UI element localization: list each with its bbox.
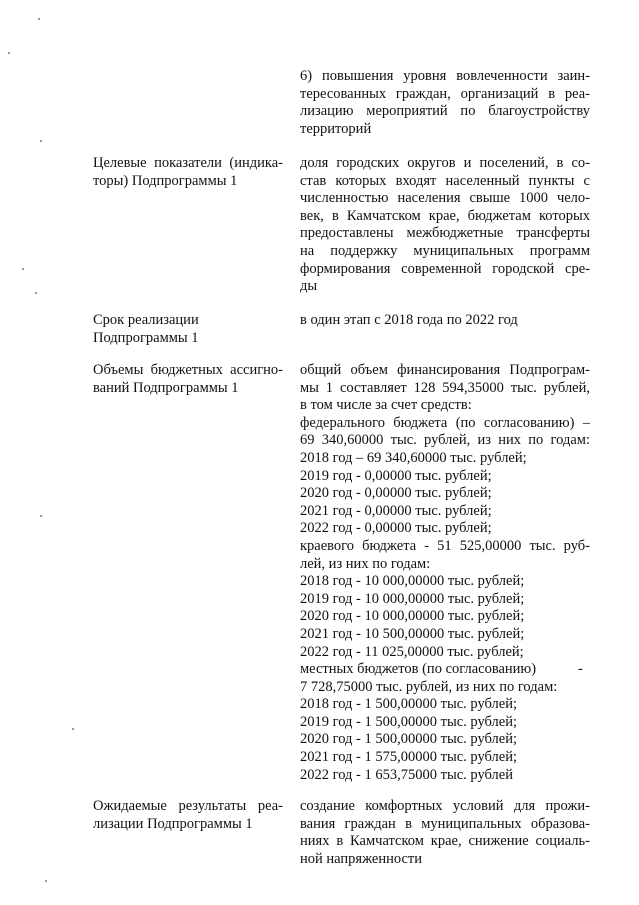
scan-speck [22, 268, 24, 270]
scan-speck [40, 140, 42, 142]
text-line: ниях в Камчатском крае, снижение социаль- [300, 833, 590, 850]
text-line: лей, из них по годам: [300, 555, 431, 572]
trailing-dash: - [578, 661, 583, 678]
scan-speck [8, 52, 10, 54]
results-label [93, 798, 283, 833]
text-line: территорий [300, 120, 372, 137]
intro-text [300, 68, 590, 138]
label-line: Целевые показатели (индика- [93, 155, 283, 171]
text-line: 2022 год - 1 653,75000 тыс. рублей [300, 766, 513, 783]
scan-speck [45, 880, 47, 882]
budget-value [300, 362, 590, 784]
indicators-value [300, 155, 590, 296]
text-line: 2021 год - 10 500,00000 тыс. рублей; [300, 625, 525, 642]
text-line: 2022 год - 0,00000 тыс. рублей; [300, 520, 492, 537]
text-line: 2018 год – 69 340,60000 тыс. рублей; [300, 449, 527, 466]
scan-speck [35, 292, 37, 294]
text-line: 6) повышения уровня вовлеченности заин- [300, 68, 590, 84]
text-line: мы 1 составляет 128 594,35000 тыс. рублей, [300, 379, 590, 396]
text-line: численностью населения свыше 1000 чело- [300, 190, 590, 207]
text-line: 2020 год - 10 000,00000 тыс. рублей; [300, 608, 525, 625]
text-line: 2019 год - 1 500,00000 тыс. рублей; [300, 713, 517, 730]
text-line: формирования современной городской сре- [300, 260, 590, 277]
scan-speck [40, 515, 42, 517]
label-line: Ожидаемые результаты реа- [93, 798, 283, 814]
text-line: общий объем финансирования Подпрограм- [300, 362, 590, 378]
scan-speck [38, 18, 40, 20]
label-line: торы) Подпрограммы 1 [93, 172, 238, 189]
period-label [93, 312, 283, 347]
text-line: 2022 год - 11 025,00000 тыс. рублей; [300, 643, 524, 660]
local-budget-text: местных бюджетов (по согласованию) [300, 661, 537, 678]
text-line: 2018 год - 10 000,00000 тыс. рублей; [300, 573, 525, 590]
text-line: в один этап с 2018 года по 2022 год [300, 312, 518, 328]
text-line: 2020 год - 0,00000 тыс. рублей; [300, 485, 492, 502]
budget-label [93, 362, 283, 397]
text-line: тересованных граждан, организаций в реа- [300, 85, 590, 102]
text-line: век, в Камчатском крае, бюджетам которых [300, 207, 590, 224]
label-line: ваний Подпрограммы 1 [93, 379, 239, 396]
label-line: Объемы бюджетных ассигно- [93, 362, 283, 378]
text-line [300, 661, 590, 679]
text-line: в том числе за счет средств: [300, 397, 472, 414]
text-line: ной напряженности [300, 850, 423, 867]
text-line: 69 340,60000 тыс. рублей, из них по годам: [300, 432, 590, 449]
text-line: на поддержку муниципальных программ [300, 242, 590, 259]
text-line: ды [300, 278, 318, 295]
text-line: доля городских округов и поселений, в со- [300, 155, 590, 171]
text-line: став которых входят населенный пункты с [300, 172, 590, 189]
period-value [300, 312, 590, 330]
text-line: 2018 год - 1 500,00000 тыс. рублей; [300, 696, 517, 713]
text-line: 2019 год - 0,00000 тыс. рублей; [300, 467, 492, 484]
text-line: 7 728,75000 тыс. рублей, из них по годам: [300, 678, 558, 695]
label-line: Подпрограммы 1 [93, 329, 199, 346]
text-line: 2020 год - 1 500,00000 тыс. рублей; [300, 731, 517, 748]
text-line: краевого бюджета - 51 525,00000 тыс. руб- [300, 537, 590, 554]
text-line: 2021 год - 1 575,00000 тыс. рублей; [300, 749, 517, 766]
text-line: вания граждан в муниципальных образова- [300, 815, 590, 832]
results-value [300, 798, 590, 868]
text-line: 2019 год - 10 000,00000 тыс. рублей; [300, 590, 525, 607]
label-line: Срок реализации [93, 312, 199, 328]
text-line: создание комфортных условий для прожи- [300, 798, 590, 814]
text-line: 2021 год - 0,00000 тыс. рублей; [300, 502, 492, 519]
indicators-label [93, 155, 283, 190]
label-line: лизации Подпрограммы 1 [93, 815, 253, 832]
text-line: предоставлены межбюджетные трансферты [300, 225, 590, 242]
scan-speck [72, 728, 74, 730]
text-line: лизацию мероприятий по благоустройству [300, 103, 590, 120]
text-line: федерального бюджета (по согласованию) – [300, 414, 590, 431]
